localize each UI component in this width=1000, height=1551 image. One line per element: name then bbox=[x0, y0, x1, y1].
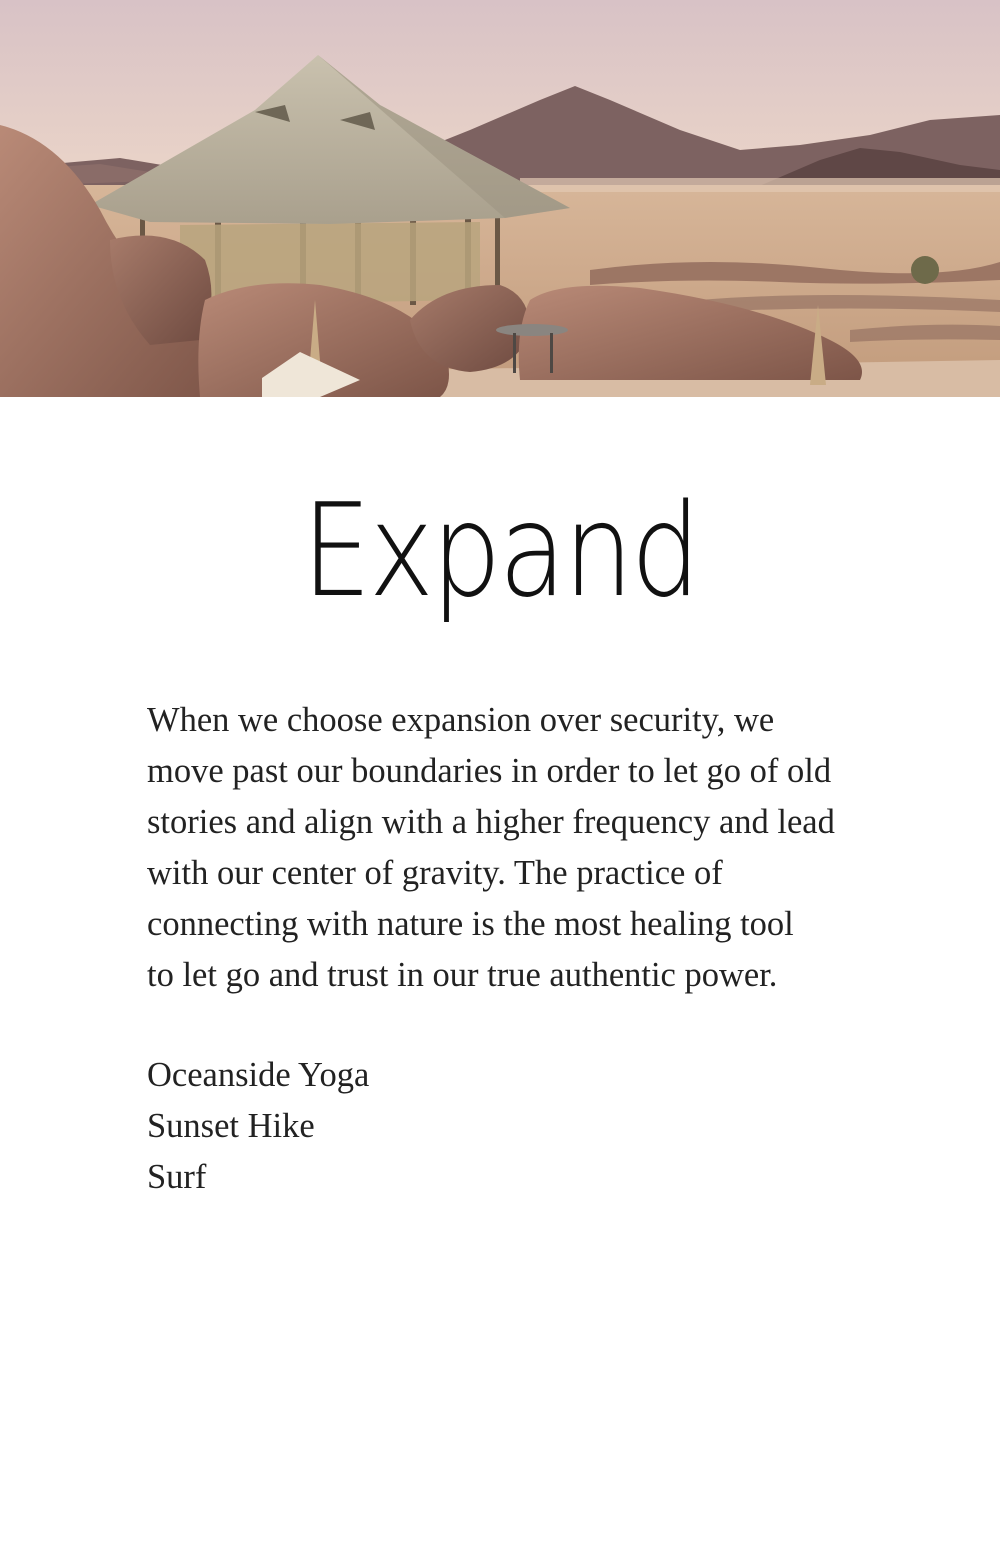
desert-lodge-illustration bbox=[0, 0, 1000, 397]
activity-item: Sunset Hike bbox=[147, 1107, 315, 1145]
paragraph-line: stories and align with a higher frequency and lead bbox=[147, 803, 835, 841]
paragraph-line: with our center of gravity. The practice of bbox=[147, 854, 723, 892]
paragraph-line: connecting with nature is the most healing tool bbox=[147, 905, 794, 943]
intro-paragraph bbox=[147, 695, 867, 1001]
page-title: Expand bbox=[301, 477, 699, 626]
paragraph-line: move past our boundaries in order to let go of old bbox=[147, 752, 832, 790]
paragraph-line: to let go and trust in our true authentic power. bbox=[147, 956, 778, 994]
activity-item: Surf bbox=[147, 1158, 207, 1196]
paragraph-line: When we choose expansion over security, we bbox=[147, 701, 775, 739]
activities-list bbox=[147, 1050, 369, 1203]
activity-item: Oceanside Yoga bbox=[147, 1056, 370, 1094]
hero-image bbox=[0, 0, 1000, 397]
